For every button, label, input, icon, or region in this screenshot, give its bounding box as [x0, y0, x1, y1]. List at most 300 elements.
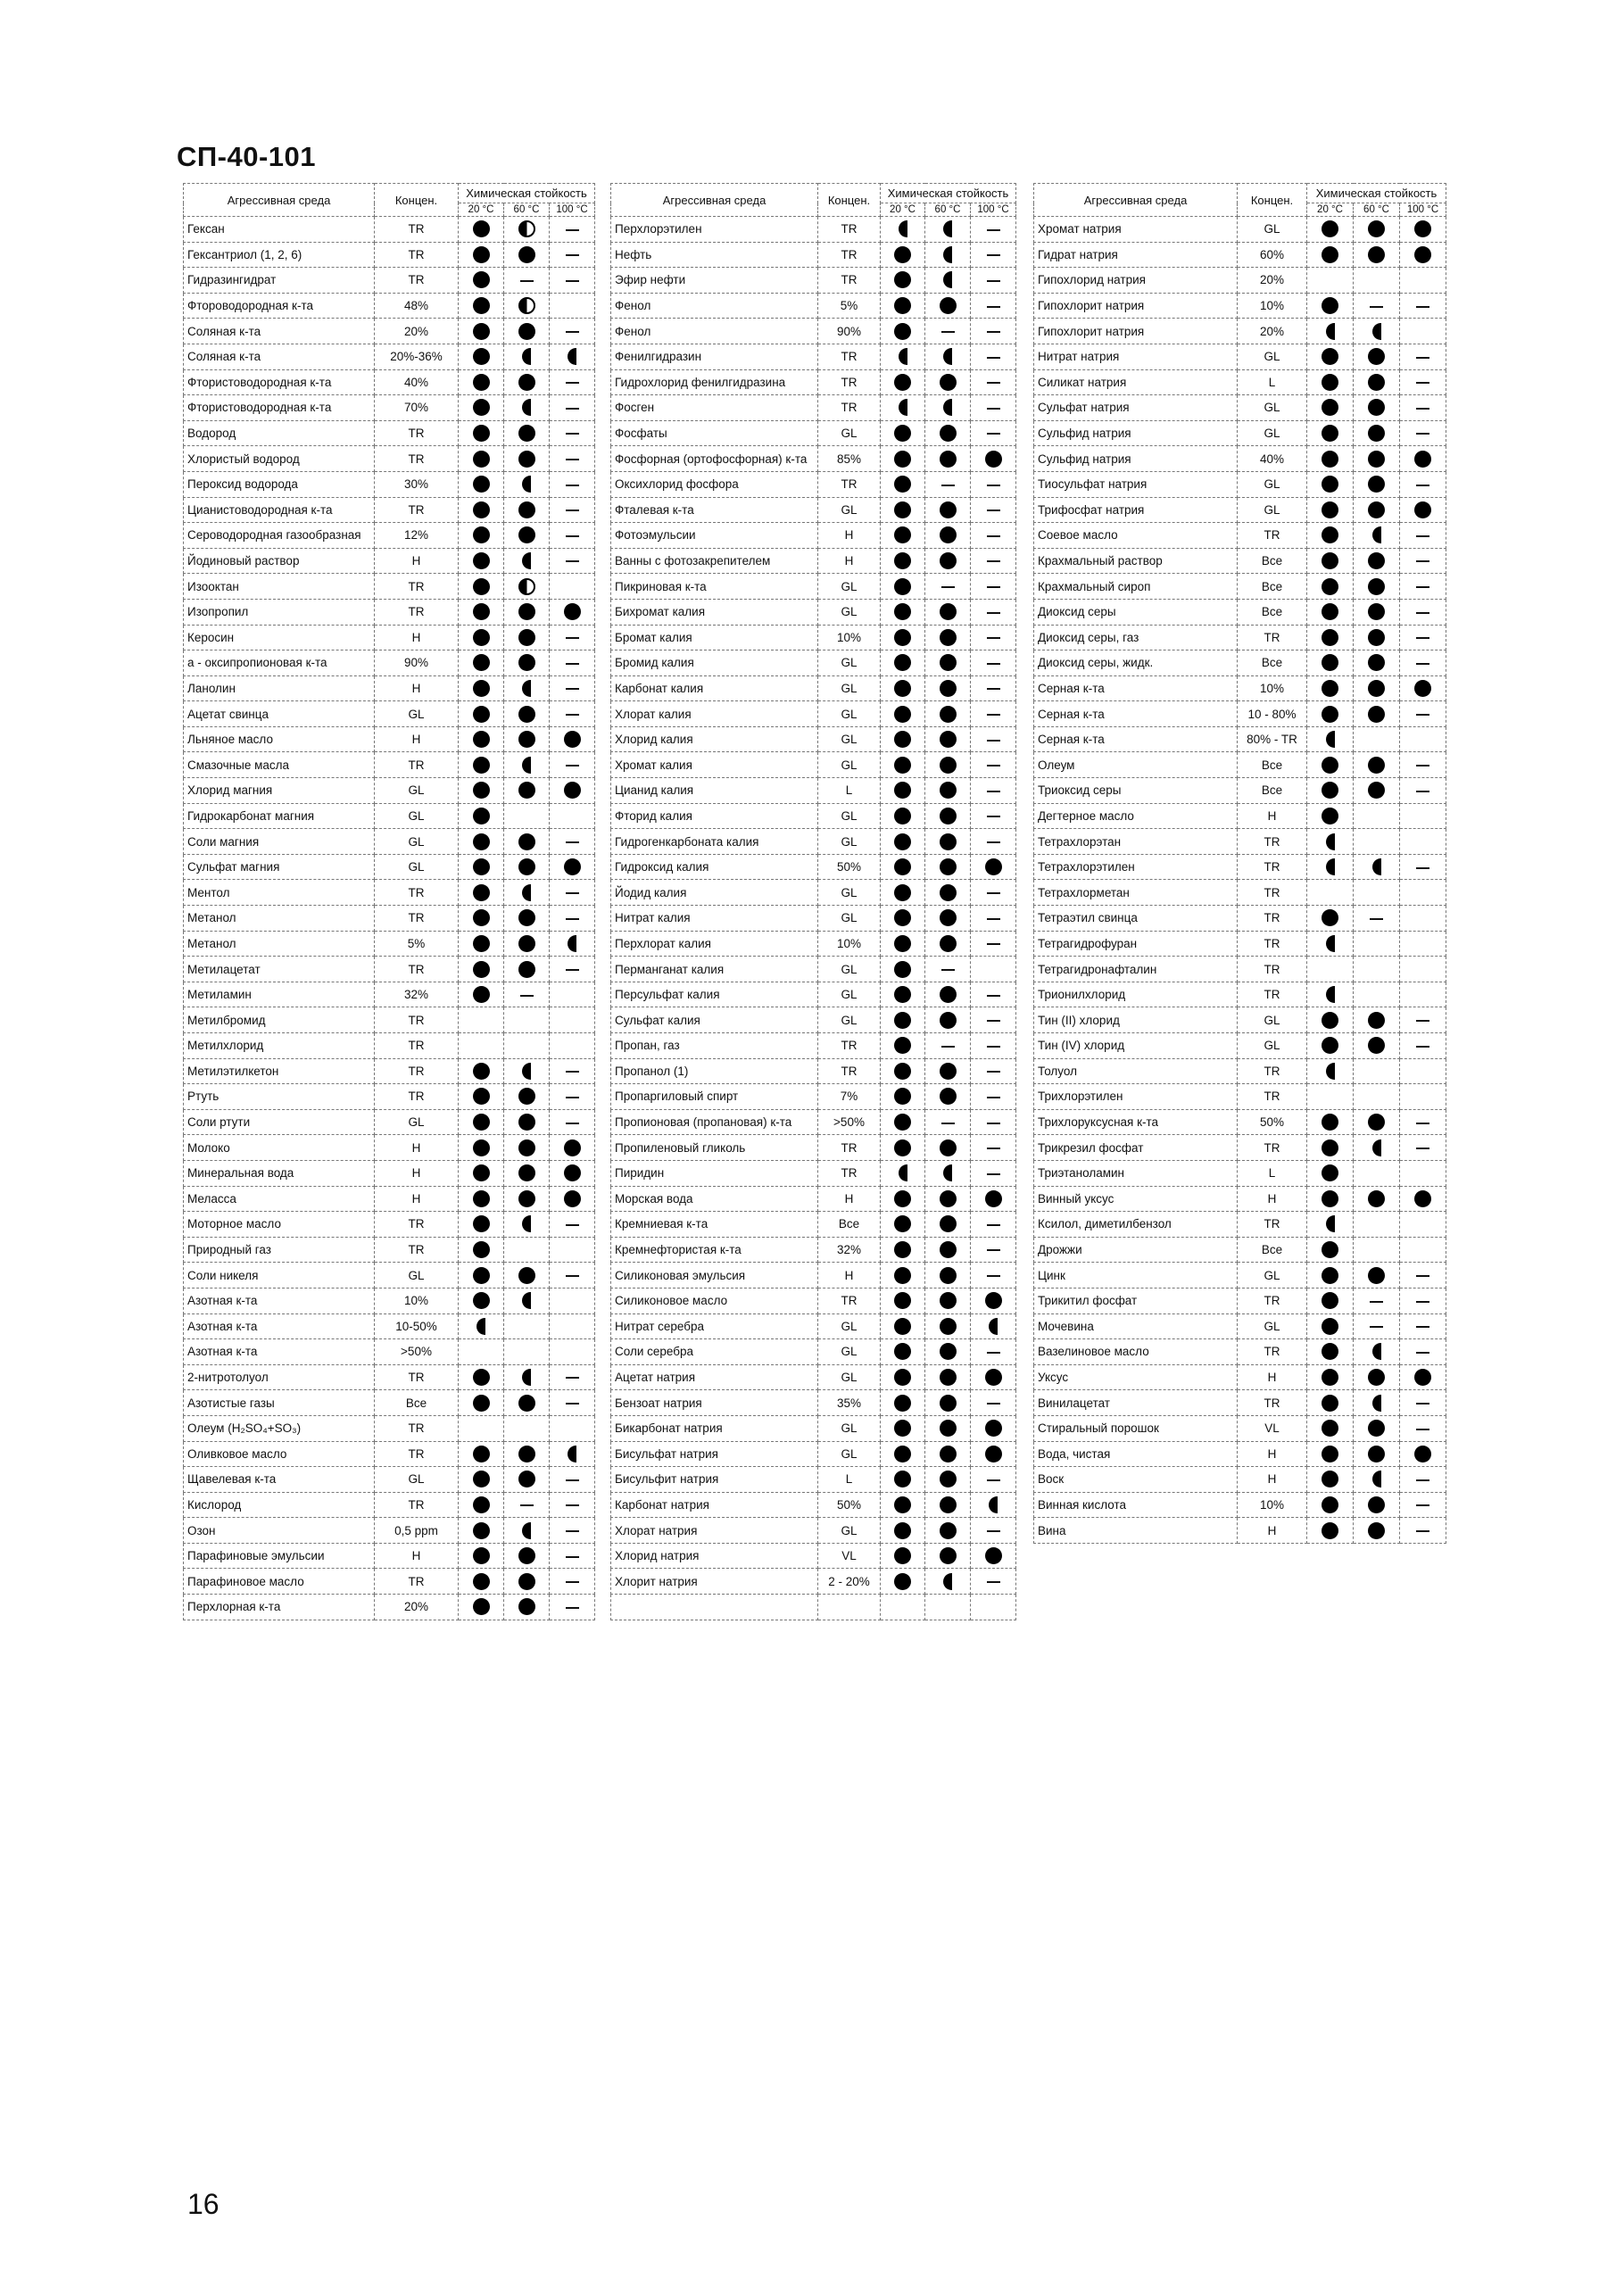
resistance-cell: [504, 675, 550, 701]
quarter-circle-mark: [476, 1318, 485, 1335]
table-row: [1034, 1135, 1446, 1161]
dash-mark: [987, 1403, 1000, 1405]
resistance-cell: [971, 1467, 1016, 1493]
resistance-cell: [1400, 880, 1446, 906]
resistance-cell: [1307, 420, 1354, 446]
resistance-cell: [459, 957, 504, 982]
quarter-circle-mark: [899, 348, 907, 365]
resistance-cell: [550, 1212, 595, 1238]
dash-mark: [987, 765, 1000, 766]
full-circle-mark: [1322, 1164, 1338, 1181]
concentration: 10%: [1238, 675, 1307, 701]
medium-name: Фосфорная (ортофосфорная) к-та: [611, 446, 818, 472]
concentration: H: [1238, 1186, 1307, 1212]
table-row: [184, 1263, 595, 1289]
medium-name: Метилацетат: [184, 957, 375, 982]
full-circle-mark: [1368, 680, 1385, 697]
resistance-cell: [971, 650, 1016, 676]
header-temp-20: 20 °C: [881, 203, 925, 217]
full-circle-mark: [940, 1267, 957, 1284]
document-code: СП-40-101: [177, 141, 317, 172]
resistance-cell: [1400, 906, 1446, 932]
table-row: [611, 1364, 1016, 1390]
concentration: TR: [375, 906, 459, 932]
table-row: [1034, 1263, 1446, 1289]
resistance-cell: [971, 1212, 1016, 1238]
resistance-cell: [550, 293, 595, 319]
table-row: [611, 599, 1016, 625]
medium-name: Керосин: [184, 625, 375, 650]
medium-name: Гипохлорид натрия: [1034, 268, 1238, 294]
concentration: GL: [1238, 395, 1307, 421]
medium-name: Олеум (H₂SO₄+SO₃): [184, 1415, 375, 1441]
full-circle-mark: [894, 782, 911, 799]
full-circle-mark: [1368, 476, 1385, 493]
resistance-cell: [1400, 1084, 1446, 1110]
header-resistance: Химическая стойкость: [1307, 184, 1446, 203]
dash-mark: [566, 382, 579, 384]
full-circle-mark: [1322, 1241, 1338, 1258]
full-circle-mark: [940, 629, 957, 646]
concentration: GL: [818, 420, 881, 446]
resistance-cell: [550, 523, 595, 549]
resistance-cell: [971, 574, 1016, 600]
table-row: [184, 675, 595, 701]
dash-mark: [566, 663, 579, 665]
medium-name: Хлорид магния: [184, 778, 375, 804]
full-circle-mark: [1322, 782, 1338, 799]
full-circle-mark: [473, 1215, 490, 1232]
quarter-circle-mark: [522, 884, 531, 901]
concentration: TR: [1238, 957, 1307, 982]
table-row: [184, 497, 595, 523]
table-row: [184, 471, 595, 497]
table-row: [611, 1058, 1016, 1084]
resistance-cell: [1400, 599, 1446, 625]
resistance-cell: [1307, 319, 1354, 344]
resistance-cell: [1400, 1007, 1446, 1033]
medium-name: Гидрат натрия: [1034, 242, 1238, 268]
resistance-cell: [1354, 752, 1400, 778]
dash-mark: [1416, 560, 1429, 562]
medium-name: Метиламин: [184, 982, 375, 1007]
resistance-cell: [504, 906, 550, 932]
table-row: [184, 1212, 595, 1238]
resistance-cell: [1307, 906, 1354, 932]
resistance-cell: [881, 701, 925, 727]
resistance-cell: [1354, 1084, 1400, 1110]
resistance-cell: [971, 1441, 1016, 1467]
resistance-cell: [1354, 369, 1400, 395]
full-circle-mark: [1368, 1267, 1385, 1284]
table-row: [184, 1595, 595, 1620]
dash-mark: [1416, 1275, 1429, 1277]
dash-mark: [987, 586, 1000, 588]
table-row: [1034, 650, 1446, 676]
resistance-table-1: [183, 183, 595, 1620]
resistance-cell: [881, 957, 925, 982]
resistance-cell: [504, 369, 550, 395]
resistance-cell: [1400, 675, 1446, 701]
table-row: [1034, 1058, 1446, 1084]
medium-name: Сульфид натрия: [1034, 446, 1238, 472]
table-row: [184, 446, 595, 472]
resistance-cell: [504, 982, 550, 1007]
table-row: [1034, 548, 1446, 574]
resistance-cell: [504, 446, 550, 472]
table-row: [184, 880, 595, 906]
resistance-cell: [1354, 1237, 1400, 1263]
dash-mark: [566, 892, 579, 894]
resistance-cell: [1307, 471, 1354, 497]
full-circle-mark: [518, 501, 535, 518]
quarter-circle-mark: [522, 1369, 531, 1386]
medium-name: Стиральный порошок: [1034, 1415, 1238, 1441]
full-circle-mark: [473, 706, 490, 723]
full-circle-mark: [518, 1573, 535, 1590]
dash-mark: [566, 1556, 579, 1558]
full-circle-mark: [1322, 1522, 1338, 1539]
resistance-cell: [925, 497, 971, 523]
resistance-cell: [550, 880, 595, 906]
table-row: [611, 1595, 1016, 1620]
concentration: Все: [818, 1212, 881, 1238]
quarter-circle-mark: [943, 399, 952, 416]
resistance-cell: [1400, 395, 1446, 421]
resistance-cell: [1354, 1364, 1400, 1390]
full-circle-mark: [940, 374, 957, 391]
resistance-cell: [550, 1033, 595, 1059]
concentration: Все: [1238, 1237, 1307, 1263]
dash-mark: [566, 459, 579, 460]
resistance-cell: [1400, 574, 1446, 600]
table-row: [1034, 1212, 1446, 1238]
resistance-cell: [925, 625, 971, 650]
full-circle-mark: [894, 629, 911, 646]
resistance-cell: [504, 1033, 550, 1059]
resistance-cell: [881, 497, 925, 523]
full-circle-mark: [518, 1114, 535, 1131]
resistance-cell: [881, 752, 925, 778]
resistance-cell: [504, 625, 550, 650]
full-circle-mark: [1322, 425, 1338, 442]
medium-name: Фенилгидразин: [611, 344, 818, 369]
resistance-cell: [459, 1212, 504, 1238]
full-circle-mark: [894, 501, 911, 518]
full-circle-mark: [518, 1395, 535, 1412]
page-number: 16: [187, 2188, 220, 2220]
concentration: GL: [818, 726, 881, 752]
concentration: GL: [375, 1467, 459, 1493]
quarter-circle-mark: [1372, 1395, 1381, 1412]
full-circle-mark: [518, 451, 535, 468]
table-row: [1034, 1084, 1446, 1110]
full-circle-mark: [1322, 374, 1338, 391]
concentration: 10 - 80%: [1238, 701, 1307, 727]
table-row: [1034, 319, 1446, 344]
full-circle-mark: [518, 374, 535, 391]
resistance-cell: [971, 1288, 1016, 1313]
dash-mark: [1416, 637, 1429, 639]
resistance-cell: [550, 625, 595, 650]
full-circle-mark: [1322, 1318, 1338, 1335]
resistance-cell: [550, 420, 595, 446]
medium-name: Сероводородная газообразная: [184, 523, 375, 549]
resistance-cell: [550, 242, 595, 268]
resistance-cell: [881, 319, 925, 344]
medium-name: Смазочные масла: [184, 752, 375, 778]
table-row: [611, 319, 1016, 344]
medium-name: Гидрогенкарбоната калия: [611, 829, 818, 855]
full-circle-mark: [894, 425, 911, 442]
resistance-cell: [504, 574, 550, 600]
medium-name: Метилхлорид: [184, 1033, 375, 1059]
resistance-cell: [1354, 1135, 1400, 1161]
resistance-cell: [1354, 829, 1400, 855]
full-circle-mark: [1322, 654, 1338, 671]
concentration: GL: [1238, 1263, 1307, 1289]
full-circle-mark: [473, 833, 490, 850]
resistance-cell: [881, 268, 925, 294]
full-circle-mark: [1368, 578, 1385, 595]
full-circle-mark: [940, 1190, 957, 1207]
resistance-cell: [1354, 420, 1400, 446]
resistance-cell: [971, 548, 1016, 574]
resistance-cell: [881, 650, 925, 676]
medium-name: Диоксид серы: [1034, 599, 1238, 625]
dash-mark: [566, 969, 579, 971]
full-circle-mark: [894, 476, 911, 493]
table-row: [184, 778, 595, 804]
resistance-cell: [1307, 548, 1354, 574]
resistance-cell: [459, 726, 504, 752]
concentration: H: [375, 1543, 459, 1569]
resistance-cell: [1354, 1007, 1400, 1033]
concentration: GL: [818, 906, 881, 932]
dash-mark: [1416, 1504, 1429, 1506]
full-circle-mark: [1368, 1190, 1385, 1207]
table-row: [184, 1415, 595, 1441]
medium-name: Ацетат натрия: [611, 1364, 818, 1390]
full-circle-mark: [1368, 552, 1385, 569]
concentration: 5%: [375, 931, 459, 957]
resistance-cell: [925, 1313, 971, 1339]
full-circle-mark: [940, 425, 957, 442]
concentration: GL: [818, 675, 881, 701]
medium-name: Соевое масло: [1034, 523, 1238, 549]
table-row: [1034, 293, 1446, 319]
full-circle-mark: [894, 961, 911, 978]
medium-name: Олеум: [1034, 752, 1238, 778]
full-circle-mark: [473, 374, 490, 391]
table-row: [1034, 957, 1446, 982]
dash-mark: [987, 995, 1000, 997]
dash-mark: [1416, 433, 1429, 435]
dash-mark: [941, 586, 955, 588]
resistance-cell: [1400, 1033, 1446, 1059]
resistance-cell: [550, 471, 595, 497]
full-circle-mark: [518, 731, 535, 748]
resistance-cell: [971, 293, 1016, 319]
resistance-cell: [1307, 778, 1354, 804]
resistance-cell: [1307, 446, 1354, 472]
table-row: [1034, 880, 1446, 906]
resistance-cell: [459, 548, 504, 574]
quarter-circle-mark: [522, 552, 531, 569]
full-circle-mark: [518, 629, 535, 646]
table-row: [1034, 1415, 1446, 1441]
table-row: [184, 574, 595, 600]
concentration: H: [1238, 1441, 1307, 1467]
concentration: TR: [818, 1033, 881, 1059]
medium-name: Фтористоводородная к-та: [184, 369, 375, 395]
resistance-cell: [1400, 1058, 1446, 1084]
resistance-cell: [1400, 701, 1446, 727]
full-circle-mark: [940, 1292, 957, 1309]
full-circle-mark: [940, 731, 957, 748]
concentration: 70%: [375, 395, 459, 421]
dash-mark: [566, 1607, 579, 1609]
resistance-cell: [1354, 931, 1400, 957]
resistance-cell: [971, 446, 1016, 472]
quarter-circle-mark: [522, 399, 531, 416]
resistance-cell: [1354, 1441, 1400, 1467]
full-circle-mark: [473, 1114, 490, 1131]
concentration: 7%: [818, 1084, 881, 1110]
medium-name: Азотная к-та: [184, 1288, 375, 1313]
resistance-cell: [459, 752, 504, 778]
resistance-cell: [504, 497, 550, 523]
resistance-cell: [1354, 675, 1400, 701]
resistance-cell: [1307, 854, 1354, 880]
quarter-circle-mark: [522, 757, 531, 774]
dash-mark: [566, 1504, 579, 1506]
table-row: [611, 548, 1016, 574]
resistance-cell: [925, 574, 971, 600]
full-circle-mark: [1322, 1343, 1338, 1360]
resistance-cell: [1307, 957, 1354, 982]
resistance-cell: [1400, 1390, 1446, 1416]
table-row: [184, 319, 595, 344]
full-circle-mark: [473, 629, 490, 646]
concentration: GL: [818, 803, 881, 829]
resistance-cell: [550, 268, 595, 294]
header-concentration: Концен.: [375, 184, 459, 217]
full-circle-mark: [1414, 451, 1431, 468]
concentration: GL: [375, 1109, 459, 1135]
resistance-cell: [925, 1288, 971, 1313]
concentration: 10-50%: [375, 1313, 459, 1339]
resistance-cell: [504, 319, 550, 344]
resistance-cell: [1307, 574, 1354, 600]
table-row: [1034, 523, 1446, 549]
resistance-cell: [1307, 1084, 1354, 1110]
concentration: TR: [375, 1364, 459, 1390]
resistance-cell: [971, 1007, 1016, 1033]
dash-mark: [987, 1123, 1000, 1124]
medium-name: Соляная к-та: [184, 344, 375, 369]
concentration: GL: [818, 574, 881, 600]
full-circle-mark: [894, 884, 911, 901]
resistance-cell: [971, 1263, 1016, 1289]
concentration: TR: [1238, 931, 1307, 957]
full-circle-mark: [473, 1547, 490, 1564]
resistance-cell: [1354, 1339, 1400, 1365]
table-row: [611, 446, 1016, 472]
resistance-cell: [1400, 1339, 1446, 1365]
resistance-cell: [550, 1569, 595, 1595]
full-circle-mark: [1322, 451, 1338, 468]
concentration: GL: [1238, 420, 1307, 446]
resistance-cell: [1400, 829, 1446, 855]
dash-mark: [1416, 408, 1429, 410]
dash-mark: [987, 357, 1000, 359]
dash-mark: [987, 1275, 1000, 1277]
table-row: [1034, 778, 1446, 804]
table-row: [184, 1109, 595, 1135]
resistance-cell: [925, 675, 971, 701]
table-row: [1034, 471, 1446, 497]
full-circle-mark: [1414, 1190, 1431, 1207]
medium-name: Гидрокарбонат магния: [184, 803, 375, 829]
full-circle-mark: [473, 348, 490, 365]
full-circle-mark: [1368, 246, 1385, 263]
medium-name: Гипохлорит натрия: [1034, 319, 1238, 344]
full-circle-mark: [518, 246, 535, 263]
concentration: Все: [1238, 548, 1307, 574]
resistance-cell: [925, 701, 971, 727]
resistance-cell: [925, 1390, 971, 1416]
resistance-cell: [881, 548, 925, 574]
dash-mark: [566, 408, 579, 410]
resistance-cell: [550, 778, 595, 804]
resistance-cell: [881, 293, 925, 319]
resistance-cell: [1400, 1364, 1446, 1390]
resistance-cell: [550, 1595, 595, 1620]
concentration: H: [1238, 1518, 1307, 1544]
resistance-cell: [925, 1595, 971, 1620]
dash-mark: [1416, 765, 1429, 766]
medium-name: Гидразингидрат: [184, 268, 375, 294]
resistance-cell: [459, 625, 504, 650]
quarter-circle-mark: [522, 476, 531, 493]
table-row: [611, 1518, 1016, 1544]
full-circle-mark: [518, 782, 535, 799]
medium-name: Морская вода: [611, 1186, 818, 1212]
concentration: GL: [818, 1313, 881, 1339]
full-circle-mark: [564, 731, 581, 748]
table-row: [1034, 1364, 1446, 1390]
dash-mark: [566, 1071, 579, 1073]
resistance-cell: [1400, 726, 1446, 752]
table-row: [1034, 446, 1446, 472]
full-circle-mark: [473, 271, 490, 288]
concentration: 20%: [375, 319, 459, 344]
dash-mark: [941, 485, 955, 486]
resistance-cell: [971, 675, 1016, 701]
table-row: [611, 1263, 1016, 1289]
table-row: [1034, 1186, 1446, 1212]
full-circle-mark: [1414, 501, 1431, 518]
table-row: [611, 1212, 1016, 1238]
full-circle-mark: [940, 757, 957, 774]
table-row: [1034, 420, 1446, 446]
resistance-cell: [1354, 1467, 1400, 1493]
concentration: GL: [818, 497, 881, 523]
resistance-cell: [881, 1007, 925, 1033]
medium-name: Цинк: [1034, 1263, 1238, 1289]
resistance-cell: [504, 803, 550, 829]
